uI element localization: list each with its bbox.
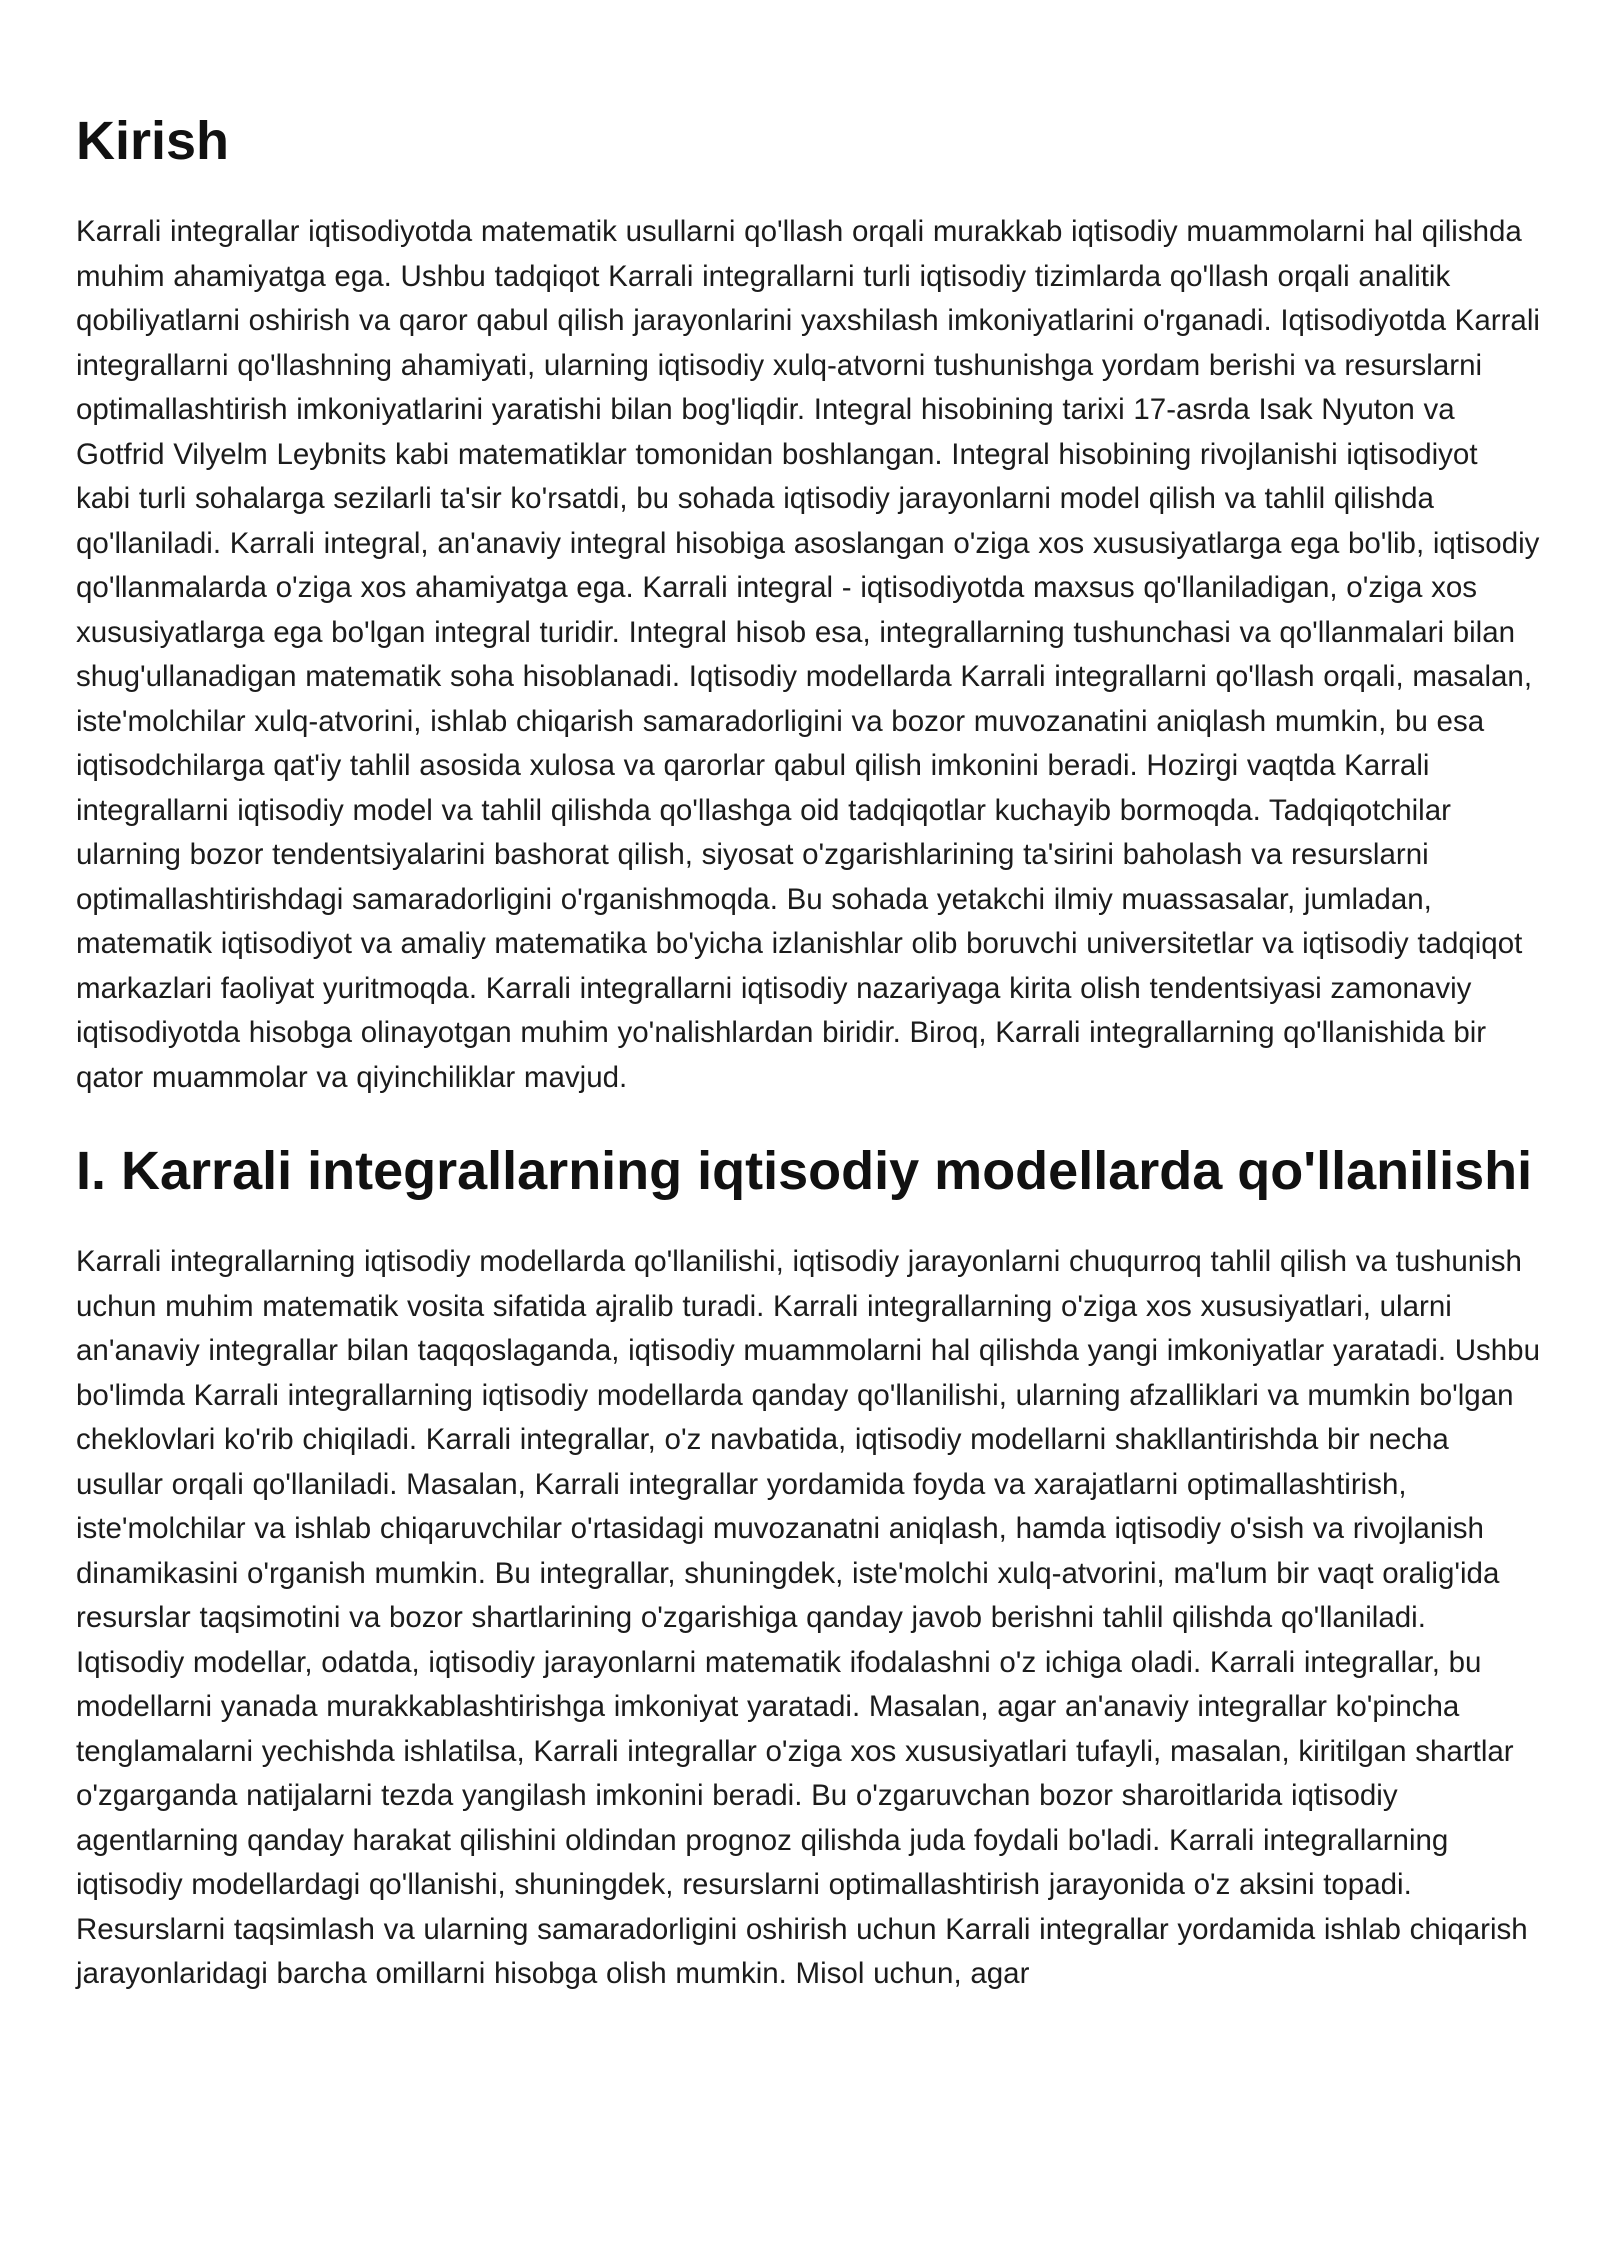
section-paragraph-kirish: Karrali integrallar iqtisodiyotda matematik usullarni qo'llash orqali murakkab iqtisodiy muammolarni hal qilishda muhim ahamiyatga ega. Ushbu tadqiqot Karrali integrallarni turli iqtisodiy tizimlarda qo'llash orqali analitik qobiliyatlarni oshirish va qaror qabul qilish jarayonlarini yaxshilash imkoniyatlarini o'rganadi. Iqtisodiyotda Karrali integrallarni qo'llashning ahamiyati, ularning iqtisodiy xulq-atvorni tushunishga yordam berishi va resurslarni optimallashtirish imkoniyatlarini yaratishi bilan bog'liqdir. Integral hisobining tarixi 17-asrda Isak Nyuton va Gotfrid Vilyelm Leybnits kabi matematiklar tomonidan boshlangan. Integral hisobining rivojlanishi iqtisodiyot kabi turli sohalarga sezilarli ta'sir ko'rsatdi, bu sohada iqtisodiy jarayonlarni model qilish va tahlil qilishda qo'llaniladi. Karrali integral, an'anaviy integral hisobiga asoslangan o'ziga xos xususiyatlarga ega bo'lib, iqtisodiy qo'llanmalarda o'ziga xos ahamiyatga ega. Karrali integral - iqtisodiyotda maxsus qo'llaniladigan, o'ziga xos xususiyatlarga ega bo'lgan integral turidir. Integral hisob esa, integrallarning tushunchasi va qo'llanmalari bilan shug'ullanadigan matematik soha hisoblanadi. Iqtisodiy modellarda Karrali integrallarni qo'llash orqali, masalan, iste'molchilar xulq-atvorini, ishlab chiqarish samaradorligini va bozor muvozanatini aniqlash mumkin, bu esa iqtisodchilarga qat'iy tahlil asosida xulosa va qarorlar qabul qilish imkonini beradi. Hozirgi vaqtda Karrali integrallarni iqtisodiy model va tahlil qilishda qo'llashga oid tadqiqotlar kuchayib bormoqda. Tadqiqotchilar ularning bozor tendentsiyalarini bashorat qilish, siyosat o'zgarishlarining ta'sirini baholash va resurslarni optimallashtirishdagi samaradorligini o'rganishmoqda. Bu sohada yetakchi ilmiy muassasalar, jumladan, matematik iqtisodiyot va amaliy matematika bo'yicha izlanishlar olib boruvchi universitetlar va iqtisodiy tadqiqot markazlari faoliyat yuritmoqda. Karrali integrallarni iqtisodiy nazariyaga kirita olish tendentsiyasi zamonaviy iqtisodiyotda hisobga olinayotgan muhim yo'nalishlardan biridir. Biroq, Karrali integrallarning qo'llanishida bir qator muammolar va qiyinchiliklar mavjud. [76, 215, 1540, 1094]
section-paragraph-karrali-integrallar: Karrali integrallarning iqtisodiy modellarda qo'llanilishi, iqtisodiy jarayonlarni chuqurroq tahlil qilish va tushunish uchun muhim matematik vosita sifatida ajralib turadi. Karrali integrallarning o'ziga xos xususiyatlari, ularni an'anaviy integrallar bilan taqqoslaganda, iqtisodiy muammolarni hal qilishda yangi imkoniyatlar yaratadi. Ushbu bo'limda Karrali integrallarning iqtisodiy modellarda qanday qo'llanilishi, ularning afzalliklari va mumkin bo'lgan cheklovlari ko'rib chiqiladi. Karrali integrallar, o'z navbatida, iqtisodiy modellarni shakllantirishda bir necha usullar orqali qo'llaniladi. Masalan, Karrali integrallar yordamida foyda va xarajatlarni optimallashtirish, iste'molchilar va ishlab chiqaruvchilar o'rtasidagi muvozanatni aniqlash, hamda iqtisodiy o'sish va rivojlanish dinamikasini o'rganish mumkin. Bu integrallar, shuningdek, iste'molchi xulq-atvorini, ma'lum bir vaqt oralig'ida resurslar taqsimotini va bozor shartlarining o'zgarishiga qanday javob berishni tahlil qilishda qo'llaniladi. Iqtisodiy modellar, odatda, iqtisodiy jarayonlarni matematik ifodalashni o'z ichiga oladi. Karrali integrallar, bu modellarni yanada murakkablashtirishga imkoniyat yaratadi. Masalan, agar an'anaviy integrallar ko'pincha tenglamalarni yechishda ishlatilsa, Karrali integrallar o'ziga xos xususiyatlari tufayli, masalan, kiritilgan shartlar o'zgarganda natijalarni tezda yangilash imkonini beradi. Bu o'zgaruvchan bozor sharoitlarida iqtisodiy agentlarning qanday harakat qilishini oldindan prognoz qilishda juda foydali bo'ladi. Karrali integrallarning iqtisodiy modellardagi qo'llanishi, shuningdek, resurslarni optimallashtirish jarayonida o'z aksini topadi. Resurslarni taqsimlash va ularning samaradorligini oshirish uchun Karrali integrallar yordamida ishlab chiqarish jarayonlaridagi barcha omillarni hisobga olish mumkin. Misol uchun, agar [76, 1245, 1540, 1991]
section-heading-karrali-integrallar: I. Karrali integrallarning iqtisodiy modellarda qo'llanilishi [76, 1141, 1533, 1202]
document-page [76, 96, 1540, 1997]
section-heading-kirish: Kirish [76, 111, 230, 171]
